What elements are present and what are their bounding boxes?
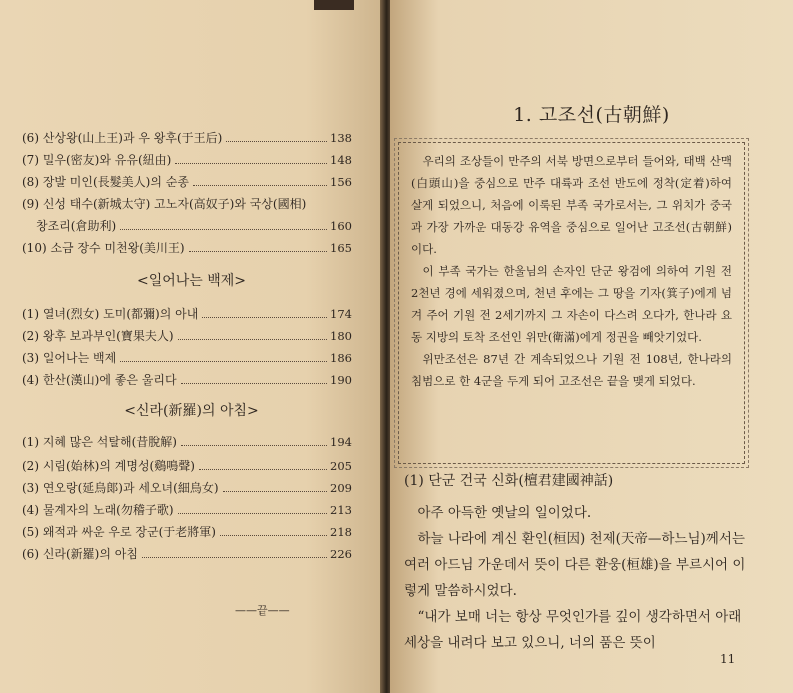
story-paragraph: 아주 아득한 옛날의 일이었다.: [417, 505, 592, 521]
section-subheading: (1) 단군 건국 신화(檀君建國神話): [404, 473, 614, 489]
toc-entry: (7) 밀우(密友)와 유유(紐由) 148: [22, 153, 352, 167]
summary-paragraph: 우리의 조상들이 만주의 서북 방면으로부터 들어와, 태백 산맥(白頭山)을 중심으로 만주 대륙과 조선 반도에 정착(定着)하여 살게 되었으니, 처음에 이룩된 부족 국가로서는, 그 위치가 중국과 가장 가까운 대동강 유역을 중심으로 일어난 고조선(古朝鮮)이다.: [411, 154, 732, 256]
toc-entry: (6) 산상왕(山上王)과 우 왕후(于王后) 138: [22, 131, 352, 145]
toc-entry: (5) 왜적과 싸운 우로 장군(于老將軍) 218: [22, 525, 352, 539]
toc-entry: (6) 신라(新羅)의 아침 226: [22, 547, 352, 561]
story-text: [404, 500, 754, 656]
summary-paragraph: 위만조선은 87년 간 계속되었으나 기원 전 108년, 한나라의 침범으로 한 4군을 두게 되어 고조선은 끝을 맺게 되었다.: [411, 352, 732, 388]
toc-entry: (8) 장발 미인(長髮美人)의 순종 156: [22, 175, 352, 189]
toc-entry: (2) 왕후 보과부인(寶果夫人) 180: [22, 329, 352, 343]
toc-entry: (4) 한산(漢山)에 좋은 울리다 190: [22, 373, 352, 387]
chapter-title: 1. 고조선(古朝鮮): [513, 104, 670, 126]
page-tab-mark: [314, 0, 354, 10]
toc-entry: (3) 일어나는 백제 186: [22, 351, 352, 365]
toc-entry: (2) 시림(始林)의 계명성(鷄鳴聲) 205: [22, 459, 352, 473]
summary-paragraph: 이 부족 국가는 한울님의 손자인 단군 왕검에 의하여 기원 전 2천년 경에 세워졌으며, 천년 후에는 그 땅을 기자(箕子)에게 넘겨 주어 기원 전 2세기까지 그 자손이 다스려 오다가, 한나라 요동 지방의 토착 조선인 위만(衛滿)에게 정권을 빼앗기었다.: [411, 264, 732, 344]
left-page: [0, 0, 383, 693]
toc-entry: (1) 열녀(烈女) 도미(都彌)의 아내 174: [22, 307, 352, 321]
toc-entry: (1) 지혜 많은 석탈해(昔脫解) 194: [22, 435, 352, 449]
story-paragraph: “내가 보매 너는 항상 무엇인가를 깊이 생각하면서 아래 세상을 내려다 보고 있으니, 너의 품은 뜻이: [404, 609, 742, 651]
toc-entry: (3) 연오랑(延烏郞)과 세오녀(細烏女) 209: [22, 481, 352, 495]
end-mark: ——끝——: [235, 604, 290, 617]
toc-entry: (9) 신성 태수(新城太守) 고노자(高奴子)와 국상(國相): [22, 197, 307, 211]
story-paragraph: 하늘 나라에 계신 환인(桓因) 천제(天帝—하느님)께서는 여러 아드님 가운데서 뜻이 다른 환웅(桓雄)을 부르시어 이렇게 말씀하시었다.: [404, 531, 746, 599]
toc-entry: (10) 소금 장수 미천왕(美川王) 165: [22, 241, 352, 255]
page-number: 11: [720, 652, 736, 666]
summary-box: [398, 142, 745, 464]
section-heading-baekje: <일어나는 백제>: [136, 273, 247, 289]
toc-entry-continued: 창조리(倉助利) 160: [36, 219, 352, 233]
toc-entry: (4) 물계자의 노래(勿稽子歌) 213: [22, 503, 352, 517]
section-heading-silla: <신라(新羅)의 아침>: [124, 403, 259, 419]
